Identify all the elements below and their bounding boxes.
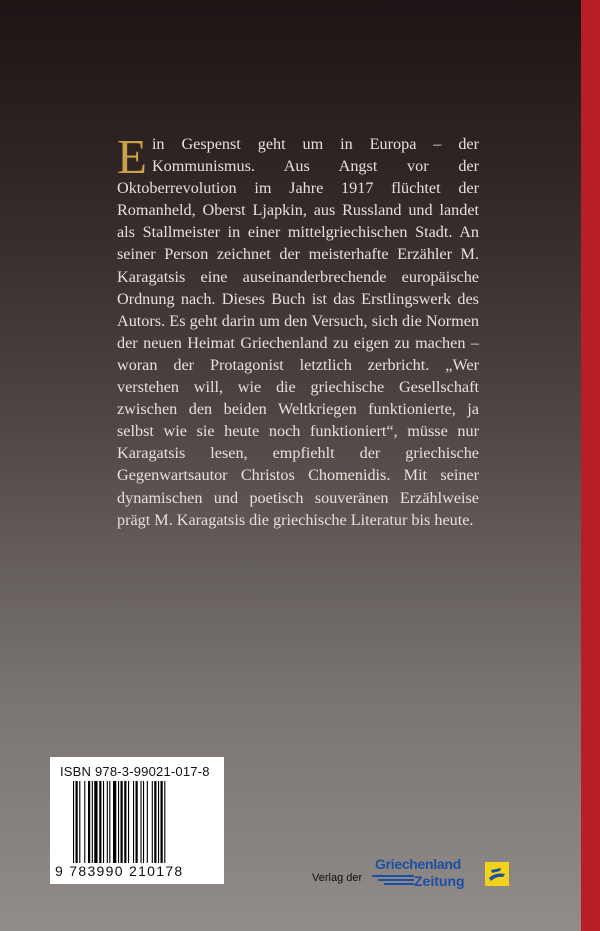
logo-stripes-icon — [372, 874, 414, 888]
barcode-bar — [121, 781, 123, 863]
barcode-bar — [143, 781, 144, 863]
isbn-label: ISBN 978-3-99021-017-8 — [60, 764, 210, 779]
logo-text-zeitung: Zeitung — [414, 873, 465, 889]
barcode-bar — [147, 781, 148, 863]
barcode-bar — [113, 781, 116, 863]
barcode-bar — [79, 781, 80, 863]
barcode-bar — [84, 781, 85, 863]
publisher-logo — [312, 852, 512, 892]
barcode-bar — [118, 781, 119, 863]
barcode-bar — [136, 781, 138, 863]
blurb-body: in Gespenst geht um in Europa – der Kommunismus. Aus Angst vor der Oktoberrevolution im Jahre 1917 flüchtet der Romanheld, Oberst Ljapkin, aus Russland und landet als Stallmeister in einer mittelgriechischen Stadt. An seiner Person zeichnet der meisterhafte Erzähler M. Karagatsis eine auseinanderbrechende europäische Ordnung nach. Dieses Buch ist das Erstlingswerk des Autors. Es geht darin um den Versuch, sich die Normen der neuen Heimat Griechenland zu eigen zu machen – woran der Protagonist letztlich zerbricht. „Wer verstehen will, wie die griechische Gesellschaft zwischen den beiden Weltkriegen funktionierte, ja selbst wie sie heute noch funktioniert“, müsse nur Karagatsis lesen, empfiehlt der griechische Gegenwartsautor Christos Chomenidis. Mit seiner dynamischen und poetisch souveränen Erzählweise prägt M. Karagatsis die griechische Literatur bis heute. — [117, 135, 479, 529]
barcode-bar — [128, 781, 129, 863]
publisher-prefix: Verlag der — [312, 872, 363, 884]
barcode-bars — [73, 781, 201, 863]
barcode-bar — [107, 781, 108, 863]
barcode-bar — [154, 781, 156, 863]
barcode-bar — [92, 781, 93, 863]
barcode-number: 9 783990 210178 — [55, 863, 184, 879]
barcode-bar — [109, 781, 110, 863]
barcode-box — [50, 757, 224, 884]
barcode-bar — [161, 781, 163, 863]
drop-cap: E — [117, 129, 147, 184]
barcode-bar — [152, 781, 153, 863]
barcode-bar — [103, 781, 104, 863]
barcode-bar — [76, 781, 78, 863]
barcode-bar — [99, 781, 101, 863]
blurb-text-block — [117, 129, 479, 531]
barcode-bar — [164, 781, 165, 863]
barcode-bar — [88, 781, 90, 863]
logo-text-griechenland: Griechenland — [375, 856, 461, 872]
barcode-bar — [73, 781, 74, 863]
barcode-bar — [94, 781, 97, 863]
logo-flag-icon — [485, 862, 509, 886]
barcode-bar — [141, 781, 142, 863]
barcode-bar — [158, 781, 159, 863]
barcode-bar — [133, 781, 134, 863]
spine-strip — [581, 0, 600, 931]
barcode-bar — [124, 781, 126, 863]
